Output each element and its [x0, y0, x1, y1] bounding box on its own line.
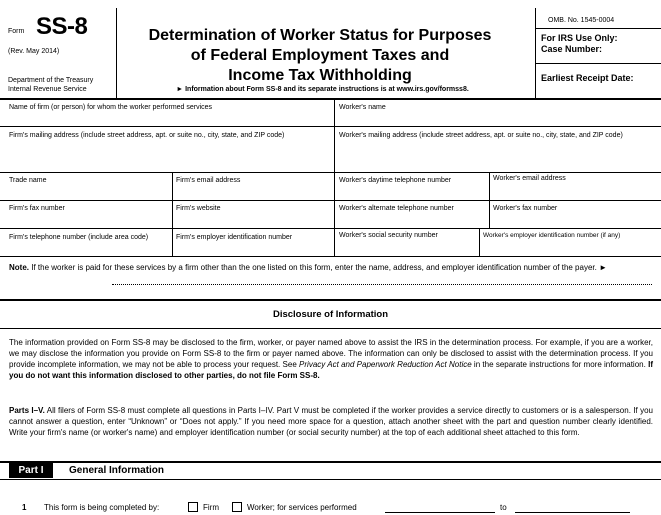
payer-note: [9, 261, 649, 274]
firm-checkbox[interactable]: [188, 502, 198, 512]
header-divider-left: [116, 8, 117, 98]
service-end-date-field[interactable]: [515, 512, 630, 513]
note-text: If the worker is paid for these services by a firm other than the one listed on this form, enter the name, address, and employer identification number of the payer. ►: [29, 263, 607, 272]
payer-entry-line[interactable]: [112, 284, 652, 285]
part-divider-bottom: [0, 479, 661, 480]
header-divider-right: [535, 8, 536, 98]
disclosure-title: Disclosure of Information: [272, 309, 389, 320]
note-label: Note.: [9, 263, 29, 272]
form-title: [135, 26, 505, 86]
disclosure-warning: If you do not want this information disclosed to other parties, do not file Form SS-8.: [9, 360, 653, 380]
grid-row-3: [0, 172, 661, 173]
disclosure-paragraph: [9, 337, 653, 381]
disclosure-text-a: The information provided on Form SS-8 may be disclosed to the firm, worker, or payer named above to assist the IRS in the determination process. For example, if you are a worker, we may disclose the information you provide on Form SS-8 to the firm or payer named above. The information can only be disclosed to assist with the determination process. If you provide incomplete information, we may not be able to process your request. See: [9, 338, 653, 369]
firm-phone-field[interactable]: Firm's telephone number (include area code): [9, 234, 149, 241]
case-number: Case Number:: [541, 44, 603, 54]
trade-name-field[interactable]: Trade name: [9, 177, 47, 184]
worker-fax-field[interactable]: Worker's fax number: [493, 205, 558, 212]
question-1-text: This form is being completed by:: [44, 503, 160, 512]
omb-number: OMB. No. 1545-0004: [548, 17, 615, 24]
parts-label: Parts I–V.: [9, 406, 45, 415]
firm-name-field[interactable]: Name of firm (or person) for whom the worker performed services: [9, 104, 213, 111]
worker-name-field[interactable]: Worker's name: [339, 104, 386, 111]
worker-alt-phone-field[interactable]: Worker's alternate telephone number: [339, 205, 454, 212]
grid-right-sub: [489, 172, 490, 228]
firm-address-field[interactable]: Firm's mailing address (include street address, apt. or suite no., city, state, and ZIP code): [9, 132, 285, 139]
irs-use-only: For IRS Use Only:: [541, 33, 618, 43]
grid-row-4: [0, 200, 661, 201]
title-line-1: Determination of Worker Status for Purposes: [148, 27, 492, 44]
irs-use-block: [541, 33, 618, 55]
firm-website-field[interactable]: Firm's website: [176, 205, 221, 212]
disclosure-text-b: in the separate instructions for more information.: [471, 360, 649, 369]
part-1-title: General Information: [69, 465, 165, 476]
firm-ein-field[interactable]: Firm's employer identification number: [176, 234, 293, 241]
grid-bottom: [0, 256, 661, 257]
parts-paragraph: [9, 405, 653, 438]
worker-ein-field[interactable]: Worker's employer identification number (if any): [483, 232, 621, 239]
firm-fax-field[interactable]: Firm's fax number: [9, 205, 65, 212]
grid-center: [334, 99, 335, 256]
firm-option-label: Firm: [203, 503, 219, 512]
to-label: to: [500, 503, 507, 512]
worker-option-label: Worker; for services performed: [247, 503, 357, 512]
question-1-number: 1: [22, 503, 27, 512]
department-line-2: Internal Revenue Service: [8, 86, 87, 93]
grid-row-2: [0, 126, 661, 127]
worker-checkbox[interactable]: [232, 502, 242, 512]
form-identity: [8, 8, 108, 98]
service-start-date-field[interactable]: [385, 512, 495, 513]
title-line-3: Income Tax Withholding: [228, 67, 412, 84]
worker-email-field[interactable]: Worker's email address: [493, 175, 566, 182]
title-line-2: of Federal Employment Taxes and: [190, 47, 450, 64]
department-line-1: Department of the Treasury: [8, 77, 94, 84]
note-divider: [0, 299, 661, 301]
grid-left-sub: [172, 172, 173, 256]
info-line: ► Information about Form SS-8 and its separate instructions is at www.irs.gov/formss8.: [176, 86, 469, 93]
form-number: SS-8: [36, 13, 88, 40]
disclosure-divider: [0, 328, 661, 329]
grid-right-sub-2: [479, 228, 480, 256]
part-1-label: Part I: [9, 463, 53, 478]
grid-row-5: [0, 228, 661, 229]
revision-date: (Rev. May 2014): [8, 48, 60, 55]
firm-email-field[interactable]: Firm's email address: [176, 177, 241, 184]
worker-address-field[interactable]: Worker's mailing address (include street address, apt. or suite no., city, state, and ZIP code): [339, 132, 623, 139]
worker-ssn-field[interactable]: Worker's social security number: [339, 232, 438, 239]
worker-day-phone-field[interactable]: Worker's daytime telephone number: [339, 177, 452, 184]
department: [8, 76, 118, 94]
privacy-act-reference: Privacy Act and Paperwork Reduction Act Notice: [299, 360, 472, 369]
omb-divider: [535, 28, 661, 29]
grid-top: [0, 98, 661, 100]
parts-text: All filers of Form SS-8 must complete all questions in Parts I–IV. Part V must be completed if the worker provides a service directly to customers or is a salesperson. If you cannot answer a question, enter “Unknown” or “Does not apply.” If you need more space for a question, attach another sheet with the part and question number clearly identified. Write your firm's name (or worker's name) and employer identification number (or social security number) at the top of each additional sheet attached to this form.: [9, 406, 653, 437]
irs-divider: [535, 63, 661, 64]
earliest-receipt-date: Earliest Receipt Date:: [541, 73, 634, 83]
form-word: Form: [8, 28, 25, 35]
